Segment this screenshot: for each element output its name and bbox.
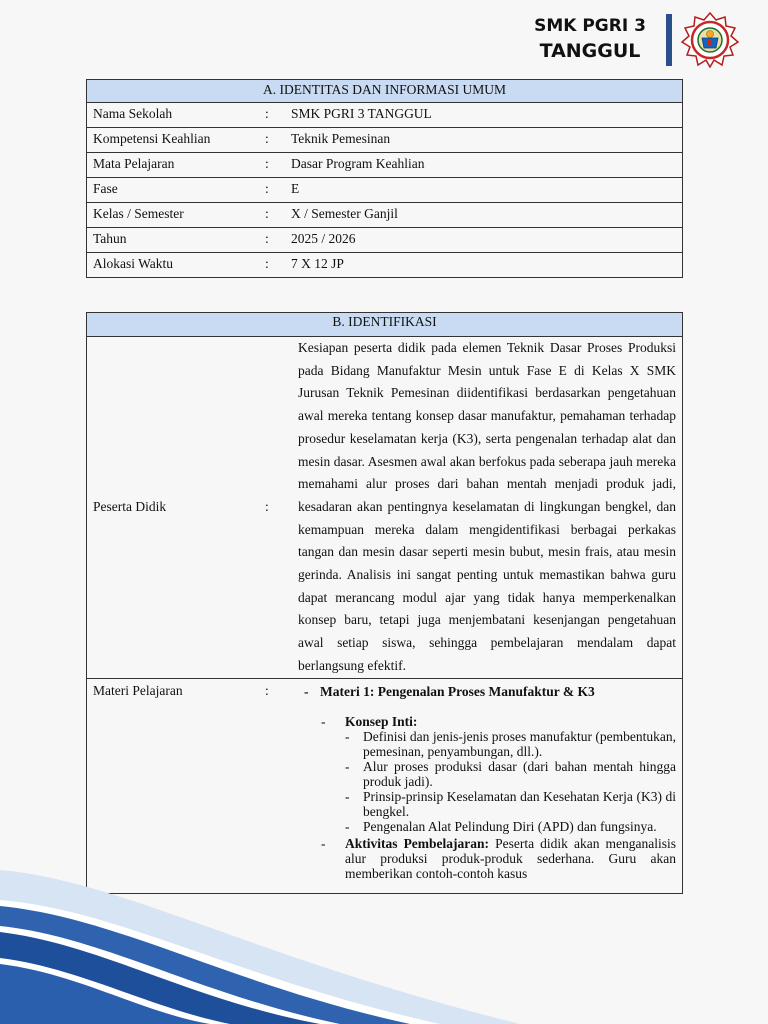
table-row xyxy=(87,337,683,679)
row-label: Kompetensi Keahlian xyxy=(87,128,260,153)
table-row xyxy=(87,228,683,253)
dash-marker: - xyxy=(304,683,309,699)
table-row xyxy=(87,178,683,203)
header-school-name xyxy=(520,14,660,64)
school-name-line1: SMK PGRI 3 xyxy=(534,16,646,36)
peserta-didik-label: Peserta Didik xyxy=(87,337,260,679)
identity-table xyxy=(86,79,683,278)
row-colon: : xyxy=(259,153,285,178)
decorative-wave xyxy=(0,840,768,1024)
list-item: - Alur proses produksi dasar (dari bahan mentah hingga produk jadi). xyxy=(345,759,676,789)
table-row xyxy=(87,128,683,153)
school-name-line2: TANGGUL xyxy=(539,40,641,62)
row-label: Mata Pelajaran xyxy=(87,153,260,178)
aktivitas-label: Aktivitas Pembelajaran: xyxy=(345,835,490,851)
materi-title-text: Materi 1: Pengenalan Proses Manufaktur & K3 xyxy=(320,683,595,699)
identification-table xyxy=(86,312,683,894)
header-accent-bar xyxy=(666,14,672,66)
row-label: Nama Sekolah xyxy=(87,103,260,128)
list-item xyxy=(321,714,676,834)
konsep-inti-label: Konsep Inti: xyxy=(345,713,418,729)
aktivitas-text: Peserta didik akan menganalisis alur produksi produk-produk sederhana. Guru akan memberikan contoh-contoh kasus xyxy=(345,835,676,881)
row-colon: : xyxy=(259,337,285,679)
list-item: - Definisi dan jenis-jenis proses manufaktur (pembentukan, pemesinan, penyambungan, dll.). xyxy=(345,729,676,759)
row-value: X / Semester Ganjil xyxy=(285,203,683,228)
konsep-list xyxy=(345,729,676,834)
table-row xyxy=(87,203,683,228)
table-row xyxy=(87,153,683,178)
row-label: Alokasi Waktu xyxy=(87,253,260,278)
row-colon: : xyxy=(259,128,285,153)
row-colon: : xyxy=(259,203,285,228)
row-value: 2025 / 2026 xyxy=(285,228,683,253)
row-colon: : xyxy=(259,678,285,893)
row-colon: : xyxy=(259,178,285,203)
row-value: SMK PGRI 3 TANGGUL xyxy=(285,103,683,128)
section-b-title: B. IDENTIFIKASI xyxy=(87,313,683,337)
list-item: - Pengenalan Alat Pelindung Diri (APD) dan fungsinya. xyxy=(345,819,676,834)
row-label: Tahun xyxy=(87,228,260,253)
table-row xyxy=(87,253,683,278)
materi-title xyxy=(291,684,676,700)
row-value: 7 X 12 JP xyxy=(285,253,683,278)
row-label: Fase xyxy=(87,178,260,203)
materi-pelajaran-label: Materi Pelajaran xyxy=(87,678,260,893)
row-value: Teknik Pemesinan xyxy=(285,128,683,153)
school-crest-icon xyxy=(677,12,743,68)
section-a-title: A. IDENTITAS DAN INFORMASI UMUM xyxy=(87,80,683,103)
table-row xyxy=(87,103,683,128)
row-colon: : xyxy=(259,228,285,253)
row-label: Kelas / Semester xyxy=(87,203,260,228)
peserta-didik-text: Kesiapan peserta didik pada elemen Teknik Dasar Proses Produksi pada Bidang Manufaktur Mesin untuk Fase E di Kelas X SMK Jurusan Teknik Pemesinan diidentifikasi berdasarkan pengetahuan awal mereka tentang konsep dasar manufaktur, pemahaman terhadap prosedur keselamatan kerja (K3), serta pengenalan terhadap alat dan mesin dasar. Asesmen awal akan berfokus pada seberapa jauh mereka memahami alur proses dari bahan mentah menjadi produk jadi, kesadaran akan pentingnya keselamatan di lingkungan bengkel, dan kemampuan mereka dalam mengidentifikasi berbagai perkakas tangan dan mesin dasar seperti mesin bubut, mesin frais, atau mesin gerinda. Analisis ini sangat penting untuk memastikan bahwa guru dapat merancang modul ajar yang tidak hanya memperkenalkan konsep baru, tetapi juga menjembatani kesenjangan pengetahuan awal setiap siswa, sehingga pembelajaran mendalam dapat berlangsung efektif. xyxy=(285,337,683,679)
row-colon: : xyxy=(259,253,285,278)
list-item: - Prinsip-prinsip Keselamatan dan Kesehatan Kerja (K3) di bengkel. xyxy=(345,789,676,819)
row-value: E xyxy=(285,178,683,203)
row-value: Dasar Program Keahlian xyxy=(285,153,683,178)
row-colon: : xyxy=(259,103,285,128)
